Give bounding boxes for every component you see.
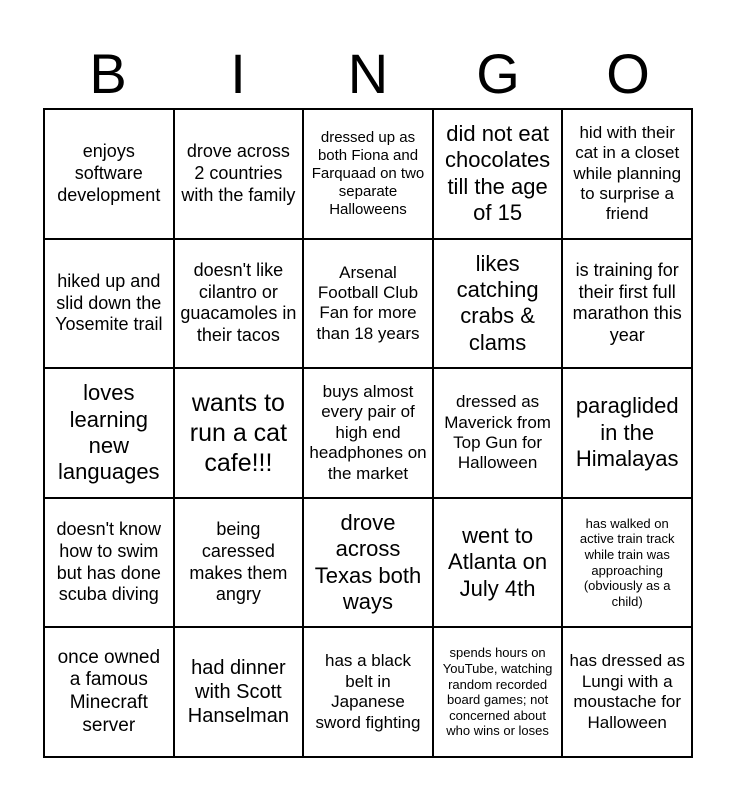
bingo-cell[interactable] <box>174 498 304 628</box>
bingo-cell[interactable] <box>174 109 304 239</box>
cell-text: did not eat chocolates till the age of 15 <box>445 121 551 226</box>
header-letter-g: G <box>476 42 520 105</box>
cell-text: wants to run a cat cafe!!! <box>189 388 288 477</box>
cell-text: hid with their cat in a closet while planning to surprise a friend <box>573 122 682 224</box>
bingo-header <box>43 40 693 108</box>
cell-text: has walked on active train track while train was approaching (obviously as a child) <box>579 515 675 609</box>
cell-text: has a black belt in Japanese sword fighting <box>315 651 421 732</box>
bingo-cell[interactable] <box>562 368 692 498</box>
cell-text: buys almost every pair of high end headphones on the market <box>309 382 427 483</box>
bingo-cell[interactable] <box>562 239 692 369</box>
cell-text: once owned a famous Minecraft server <box>57 646 161 736</box>
bingo-cell[interactable] <box>433 368 563 498</box>
bingo-cell[interactable] <box>562 109 692 239</box>
bingo-cell[interactable] <box>174 368 304 498</box>
cell-text: dressed as Maverick from Top Gun for Halloween <box>444 392 551 473</box>
cell-text: went to Atlanta on July 4th <box>448 523 548 601</box>
bingo-cell[interactable] <box>433 627 563 757</box>
cell-text: Arsenal Football Club Fan for more than 18 years <box>316 262 420 343</box>
cell-text: spends hours on YouTube, watching random recorded board games; not concerned about who wins or loses <box>442 645 553 739</box>
bingo-cell[interactable] <box>174 627 304 757</box>
bingo-cell[interactable] <box>303 498 433 628</box>
cell-text: drove across Texas both ways <box>314 509 422 614</box>
cell-text: has dressed as Lungi with a moustache for Halloween <box>569 651 685 732</box>
cell-text: had dinner with Scott Hanselman <box>187 657 289 728</box>
bingo-cell[interactable] <box>44 239 174 369</box>
bingo-cell[interactable] <box>303 368 433 498</box>
bingo-grid <box>43 108 693 758</box>
cell-text: being caressed makes them angry <box>189 519 288 605</box>
bingo-cell[interactable] <box>174 239 304 369</box>
bingo-cell[interactable] <box>433 109 563 239</box>
bingo-cell[interactable] <box>303 109 433 239</box>
cell-text: doesn't like cilantro or guacamoles in their tacos <box>180 260 297 345</box>
header-letter-b: B <box>89 42 127 105</box>
cell-text: paraglided in the Himalayas <box>575 393 679 472</box>
cell-text: enjoys software development <box>57 141 161 205</box>
bingo-cell[interactable] <box>303 627 433 757</box>
cell-text: is training for their first full marathon this year <box>572 260 682 345</box>
cell-text: likes catching crabs & clams <box>456 250 539 355</box>
cell-text: hiked up and slid down the Yosemite trail <box>55 271 163 335</box>
bingo-cell[interactable] <box>562 627 692 757</box>
cell-text: dressed up as both Fiona and Farquaad on two separate Halloweens <box>311 128 425 218</box>
bingo-cell[interactable] <box>44 109 174 239</box>
bingo-cell[interactable] <box>433 498 563 628</box>
bingo-cell[interactable] <box>44 627 174 757</box>
cell-text: drove across 2 countries with the family <box>181 141 296 205</box>
bingo-cell[interactable] <box>433 239 563 369</box>
bingo-cell[interactable] <box>303 239 433 369</box>
bingo-cell[interactable] <box>44 498 174 628</box>
header-letter-o: O <box>606 42 650 105</box>
header-letter-n: N <box>347 42 389 105</box>
header-letter-i: I <box>230 42 246 105</box>
cell-text: loves learning new languages <box>58 380 160 485</box>
cell-text: doesn't know how to swim but has done scuba diving <box>56 519 162 605</box>
bingo-cell[interactable] <box>562 498 692 628</box>
bingo-cell[interactable] <box>44 368 174 498</box>
